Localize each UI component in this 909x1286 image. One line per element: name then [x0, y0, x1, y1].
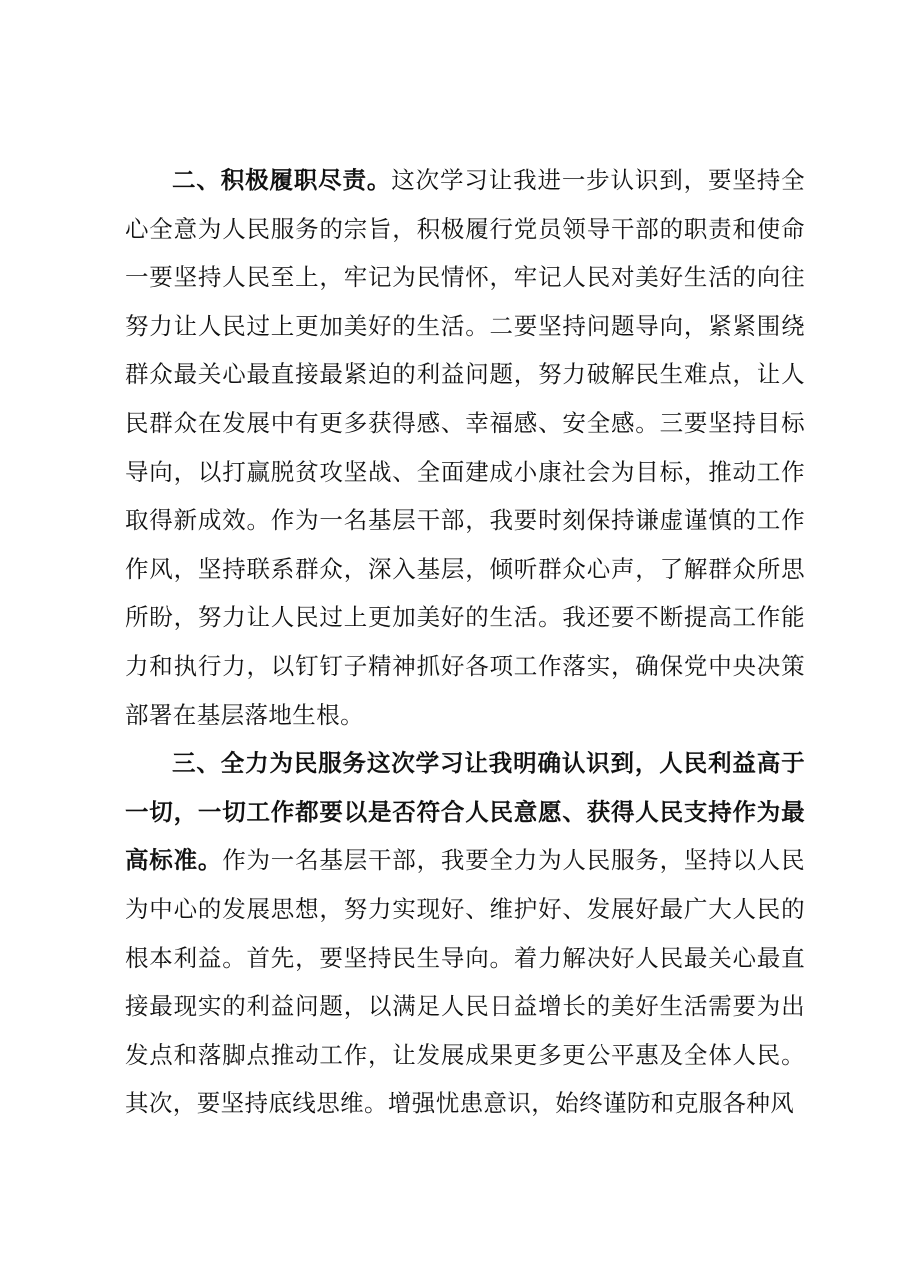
- paragraph-serve-people: [125, 739, 805, 1128]
- paragraph-heading: 二、积极履职尽责。: [172, 166, 392, 194]
- paragraph-body: 这次学习让我进一步认识到，要坚持全心全意为人民服务的宗旨，积极履行党员领导干部的职责和使命一要坚持人民至上，牢记为民情怀，牢记人民对美好生活的向往努力让人民过上更加美好的生活。二要坚持问题导向，紧紧围绕群众最关心最直接最紧迫的利益问题，努力破解民生难点，让人民群众在发展中有更多获得感、幸福感、安全感。三要坚持目标导向，以打赢脱贫攻坚战、全面建成小康社会为目标，推动工作取得新成效。作为一名基层干部，我要时刻保持谦虚谨慎的工作作风，坚持联系群众，深入基层，倾听群众心声，了解群众所思所盼，努力让人民过上更加美好的生活。我还要不断提高工作能力和执行力，以钉钉子精神抓好各项工作落实，确保党中央决策部署在基层落地生根。: [125, 166, 805, 729]
- paragraph-fulfill-duties: [125, 156, 805, 739]
- paragraph-heading: 三、全力为民服务这次学习让我明确认识到，人民利益高于一切，一切工作都要以是否符合人民意愿、获得人民支持作为最高标准。: [125, 749, 805, 875]
- paragraph-body: 作为一名基层干部，我要全力为人民服务，坚持以人民为中心的发展思想，努力实现好、维护好、发展好最广大人民的根本利益。首先，要坚持民生导向。着力解决好人民最关心最直接最现实的利益问题，以满足人民日益增长的美好生活需要为出发点和落脚点推动工作，让发展成果更多更公平惠及全体人民。其次，要坚持底线思维。增强忧患意识，始终谨防和克服各种风: [125, 846, 805, 1118]
- document-page: [125, 156, 805, 1128]
